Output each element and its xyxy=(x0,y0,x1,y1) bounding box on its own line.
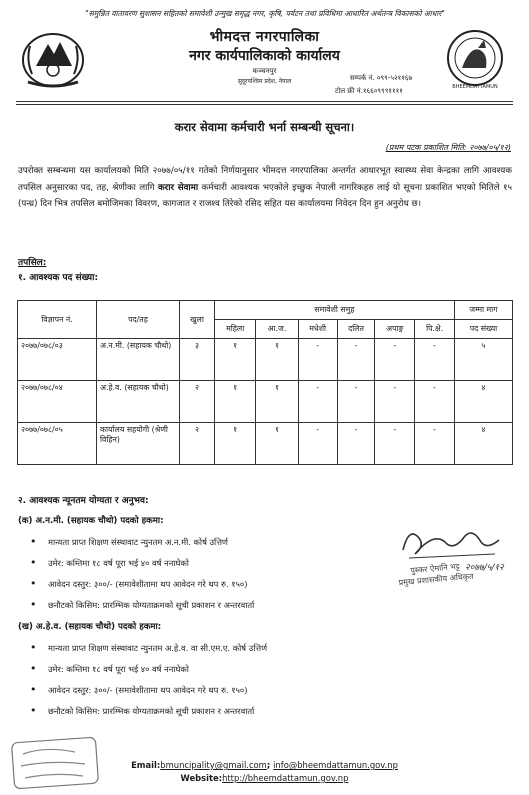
cell-apanga: - xyxy=(375,339,415,381)
cell-pichhe: - xyxy=(415,423,454,465)
cell-adv: २०७७/०७८/०४ xyxy=(18,381,97,423)
col-total-1: जम्मा माग xyxy=(454,301,512,320)
col-pichhe: पि.क्षे. xyxy=(415,320,454,339)
cell-pichhe: - xyxy=(415,339,454,381)
col-apanga: अपाङ्ग xyxy=(375,320,415,339)
email-link-1[interactable]: bmuncipality@gmail.com xyxy=(160,760,267,770)
cell-dalit: - xyxy=(337,339,375,381)
list-item: • मान्यता प्राप्त शिक्षण संस्थावाट न्युनतम अ.न.मी. कोर्ष उत्तिर्ण xyxy=(32,535,382,548)
cell-open: २ xyxy=(180,381,215,423)
footer-email: Email:bmuncipality@gmail.com; info@bheemdattamun.gov.np xyxy=(131,760,398,770)
cell-adv: २०७७/०७८/०३ xyxy=(18,339,97,381)
email-link-2[interactable]: info@bheemdattamun.gov.np xyxy=(273,760,398,770)
logo-caption: BHEEMDATTAMUN xyxy=(452,84,498,90)
table-row xyxy=(18,381,513,423)
cell-total: ४ xyxy=(454,381,512,423)
cell-adv: २०७७/०७८/०५ xyxy=(18,423,97,465)
cell-aj: १ xyxy=(256,339,298,381)
list-item: • उमेर: कम्तिमा १८ वर्ष पूरा भई ४० वर्ष ननाघेको xyxy=(32,662,432,675)
notice-title: करार सेवामा कर्मचारी भर्ना सम्बन्धी सूचना। xyxy=(174,120,355,134)
col-total-2: पद संख्या xyxy=(454,320,512,339)
cell-apanga: - xyxy=(375,423,415,465)
cell-women: १ xyxy=(215,339,256,381)
address-district: कञ्चनपुर xyxy=(252,67,277,75)
list-item: • आवेदन दस्तुर: ३००/- (समावेशीतामा थप आवेदन गरे थप रु. १५०) xyxy=(32,683,432,696)
table-row xyxy=(18,423,513,465)
header-divider xyxy=(16,101,513,102)
col-women: महिला xyxy=(215,320,256,339)
col-aj: आ.ज. xyxy=(256,320,298,339)
section2-heading: २. आवश्यक न्यूनतम योग्यता र अनुभव: xyxy=(18,496,149,506)
cell-open: ३ xyxy=(180,339,215,381)
cell-madhesi: - xyxy=(298,423,337,465)
cell-madhesi: - xyxy=(298,381,337,423)
cell-post: कार्यालय सहयोगी (श्रेणी विहिन) xyxy=(97,423,180,465)
table-row xyxy=(18,339,513,381)
footer-website: Website:http://bheemdattamun.gov.np xyxy=(180,773,349,783)
col-adv-no: विज्ञापन नं. xyxy=(18,301,97,339)
notice-body: उपरोक्त सम्बन्धमा यस कार्यालयको मिति २०७७/०५/११ गतेको निर्णयानुसार भीमदत्त नगरपालिका अन्तर्गत आधारभूत स्वास्थ्य सेवा केन्द्रका लागि आवश्यक तपसिल अनुसारका पद, तह, श्रेणीका लागि करार सेवामा कर्मचारी आवश्यक भएकोले इच्छुक नेपाली नागरिकहरु लाई यो सूचना प्रकाशित भएको मितिले १५ (पन्ध्र) दिन भित्र तपसिल बमोजिमका विवरण, कागजात र राजश्व तिरेको रसिद सहित यस कार्यालयमा निवेदन दिन हुन अनुरोध छ। xyxy=(18,166,513,209)
phone-number: सम्पर्क नं. ०९९-५२११६७ xyxy=(350,74,413,82)
col-dalit: दलित xyxy=(337,320,375,339)
cell-women: १ xyxy=(215,423,256,465)
list-item: • छनौटको किसिम: प्रारम्भिक योग्यताक्रमको सूची प्रकाशन र अन्तरवार्ता xyxy=(32,704,432,717)
cell-pichhe: - xyxy=(415,381,454,423)
office-name: नगर कार्यपालिकाको कार्यालय xyxy=(189,48,340,64)
stamp-line-1: पुस्कर ऐमानि भट्ट xyxy=(410,561,461,576)
cell-dalit: - xyxy=(337,423,375,465)
list-item: • छनौटको किसिम: प्रारम्भिक योग्यताक्रमको सूची प्रकाशन र अन्तरवार्ता xyxy=(32,598,382,611)
municipality-name: भीमदत्त नगरपालिका xyxy=(209,29,320,45)
cell-women: १ xyxy=(215,381,256,423)
cell-aj: १ xyxy=(256,381,298,423)
list-item: • उमेर: कम्तिमा १८ वर्ष पूरा भई ४० वर्ष ननाघेको xyxy=(32,556,382,569)
col-inclusive-group: समावेशी समुह xyxy=(215,301,455,320)
section2a-list xyxy=(32,535,382,619)
tapsil-label: तपसिल: xyxy=(18,258,47,268)
section2a-heading: (क) अ.न.मी. (सहायक चौथो) पदको हकमा: xyxy=(18,516,164,526)
cell-post: अ.न.मी. (सहायक चौथो) xyxy=(97,339,180,381)
header-divider-2 xyxy=(16,104,513,105)
slogan: "समुन्नित वातावरण सुशासन सहितको समावेशी उन्मुख समृद्ध नगर, कृषि, पर्यटन तथा प्रविधिमा आधारित अर्थतन्त्र विकासको आधार" xyxy=(85,9,445,18)
section2b-list xyxy=(32,641,432,725)
cell-post: अ.हे.व. (सहायक चौथो) xyxy=(97,381,180,423)
website-link[interactable]: http://bheemdattamun.gov.np xyxy=(222,773,349,783)
cell-dalit: - xyxy=(337,381,375,423)
cell-open: २ xyxy=(180,423,215,465)
section2b-heading: (ख) अ.हे.व. (सहायक चौथो) पदको हकमा: xyxy=(18,622,162,632)
cell-total: ५ xyxy=(454,339,512,381)
vacancy-table xyxy=(17,300,513,465)
cell-apanga: - xyxy=(375,381,415,423)
col-post: पद/तह xyxy=(97,301,180,339)
section1-heading: १. आवश्यक पद संख्या: xyxy=(18,273,99,283)
stamp-line-2: प्रमुख प्रशासकीय अधिकृत xyxy=(398,571,474,588)
publication-date: (प्रथम पटक प्रकाशित मिति: २०७७/०५/१२) xyxy=(385,143,511,152)
col-open: खुला xyxy=(180,301,215,339)
col-madhesi: मधेशी xyxy=(298,320,337,339)
list-item: • आवेदन दस्तुर: ३००/- (समावेशीतामा थप आवेदन गरे थप रु. १५०) xyxy=(32,577,382,590)
tollfree-number: टोल फ्री नं.१६६०९९९११११ xyxy=(335,87,403,95)
cell-aj: १ xyxy=(256,423,298,465)
signature-date: २०७७/५/१२ xyxy=(465,563,504,572)
address-province: सुदूरपश्चिम प्रदेश, नेपाल xyxy=(237,78,292,85)
cell-total: ४ xyxy=(454,423,512,465)
list-item: • मान्यता प्राप्त शिक्षण संस्थावाट न्युनतम अ.हे.व. वा सी.एम.ए. कोर्ष उत्तिर्ण xyxy=(32,641,432,654)
cell-madhesi: - xyxy=(298,339,337,381)
